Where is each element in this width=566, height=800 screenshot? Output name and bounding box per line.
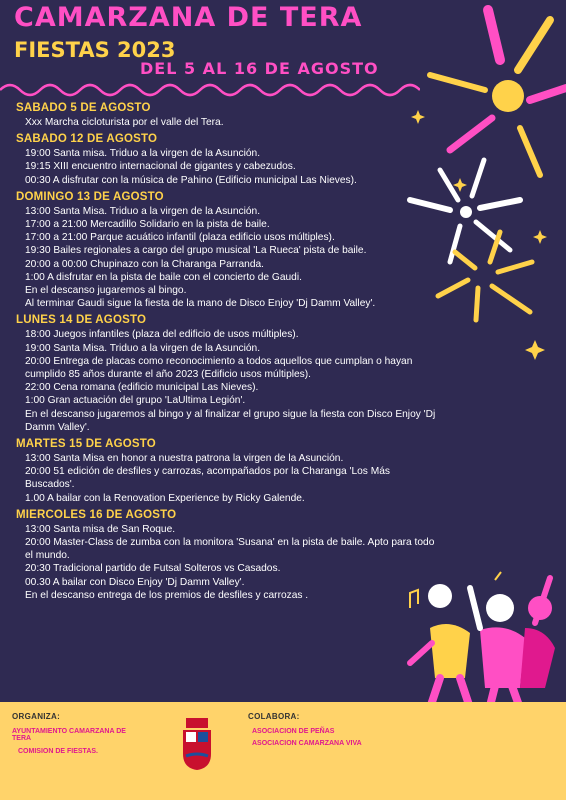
day-block xyxy=(16,191,436,311)
event-line: 20:00 Master-Class de zumba con la monitora 'Susana' en la pista de baile. Apto para todo el mundo. xyxy=(25,537,435,562)
event-line: 13:00 Santa misa de San Roque. xyxy=(25,523,176,535)
day-heading: SABADO 5 DE AGOSTO xyxy=(16,102,151,114)
event-line: 17:00 a 21:00 Mercadillo Solidario en la pista de baile. xyxy=(25,219,270,231)
wave-divider xyxy=(0,78,420,98)
event-line: 20:00 Entrega de placas como reconocimiento a todos aquellos que cumplan o hayan cumplido 85 años durante el año 2023 (Edificio usos múltiples). xyxy=(25,355,413,381)
day-block xyxy=(16,509,436,602)
event-line: 13:00 Santa Misa. Triduo a la virgen de la Asunción. xyxy=(25,205,261,217)
event-line: 19:00 Santa misa. Triduo a la virgen de la Asunción. xyxy=(25,148,261,160)
event-line: 1:00 Gran actuación del grupo 'LaUltima Legión'. xyxy=(25,395,246,407)
colabora-item: ASOCIACION CAMARZANA VIVA xyxy=(252,740,362,747)
event-line: En el descanso jugaremos al bingo y al finalizar el grupo sigue la fiesta con Disco Enjoy 'Dj Damm Valley'. xyxy=(25,408,436,433)
dancing-people-illustration xyxy=(400,568,566,718)
day-heading: SABADO 12 DE AGOSTO xyxy=(16,133,158,146)
day-heading: MARTES 15 DE AGOSTO xyxy=(16,438,156,451)
event-line: En el descanso jugaremos al bingo. xyxy=(25,285,187,297)
event-line: Xxx Marcha cicloturista por el valle del Tera. xyxy=(25,117,224,128)
event-line: 1:00 A disfrutar en la pista de baile con el concierto de Gaudi. xyxy=(25,271,302,283)
day-heading: LUNES 14 DE AGOSTO xyxy=(16,314,147,327)
event-line: 00:30 A disfrutar con la música de Pahino (Edificio municipal Las Nieves). xyxy=(25,174,357,186)
event-line: Al terminar Gaudi sigue la fiesta de la mano de Disco Enjoy 'Dj Damm Valley'. xyxy=(25,298,376,310)
event-line: En el descanso entrega de los premios de desfiles y carrozas . xyxy=(25,589,309,601)
event-line: 00.30 A bailar con Disco Enjoy 'Dj Damm Valley'. xyxy=(25,576,245,588)
colabora-item: ASOCIACION DE PEÑAS xyxy=(252,728,335,735)
event-line: 20:30 Tradicional partido de Futsal Solteros vs Casados. xyxy=(25,563,281,575)
event-line: 18:00 Juegos infantiles (plaza del edificio de usos múltiples). xyxy=(25,329,299,341)
event-line: 22:00 Cena romana (edificio municipal Las Nieves). xyxy=(25,382,259,394)
festival-dates: DEL 5 AL 16 DE AGOSTO xyxy=(140,59,379,78)
event-line: 1.00 A bailar con la Renovation Experience by Ricky Galende. xyxy=(25,492,305,504)
day-heading: MIERCOLES 16 DE AGOSTO xyxy=(16,508,177,521)
organiza-item: AYUNTAMIENTO CAMARZANA DE TERA xyxy=(12,728,126,742)
poster-subtitle: FIESTAS 2023 xyxy=(14,38,176,62)
coat-of-arms-icon xyxy=(180,716,214,772)
event-line: 19:15 XIII encuentro internacional de gigantes y cabezudos. xyxy=(25,161,296,173)
schedule xyxy=(16,98,436,602)
footer xyxy=(0,702,566,800)
organiza-label: ORGANIZA: xyxy=(12,712,61,721)
day-block xyxy=(16,102,436,129)
colabora-label: COLABORA: xyxy=(248,712,300,721)
event-line: 20:00 51 edición de desfiles y carrozas, acompañados por la Charanga 'Los Más Buscados'. xyxy=(25,466,390,491)
poster-title: CAMARZANA DE TERA xyxy=(14,2,363,33)
organiza-item: COMISION DE FIESTAS. xyxy=(18,748,98,755)
day-block xyxy=(16,133,436,187)
event-line: 19:00 Santa Misa. Triduo a la virgen de la Asunción. xyxy=(25,342,261,354)
event-line: 20:00 a 00:00 Chupinazo con la Charanga Parranda. xyxy=(25,258,265,270)
day-heading: DOMINGO 13 DE AGOSTO xyxy=(16,190,164,203)
event-line: 17:00 a 21:00 Parque acuático infantil (plaza edificio usos múltiples). xyxy=(25,232,335,244)
event-line: 19:30 Bailes regionales a cargo del grupo musical 'La Rueca' pista de baile. xyxy=(25,245,367,257)
day-block xyxy=(16,314,436,434)
event-line: 13:00 Santa Misa en honor a nuestra patrona la virgen de la Asunción. xyxy=(25,453,344,465)
day-block xyxy=(16,438,436,505)
